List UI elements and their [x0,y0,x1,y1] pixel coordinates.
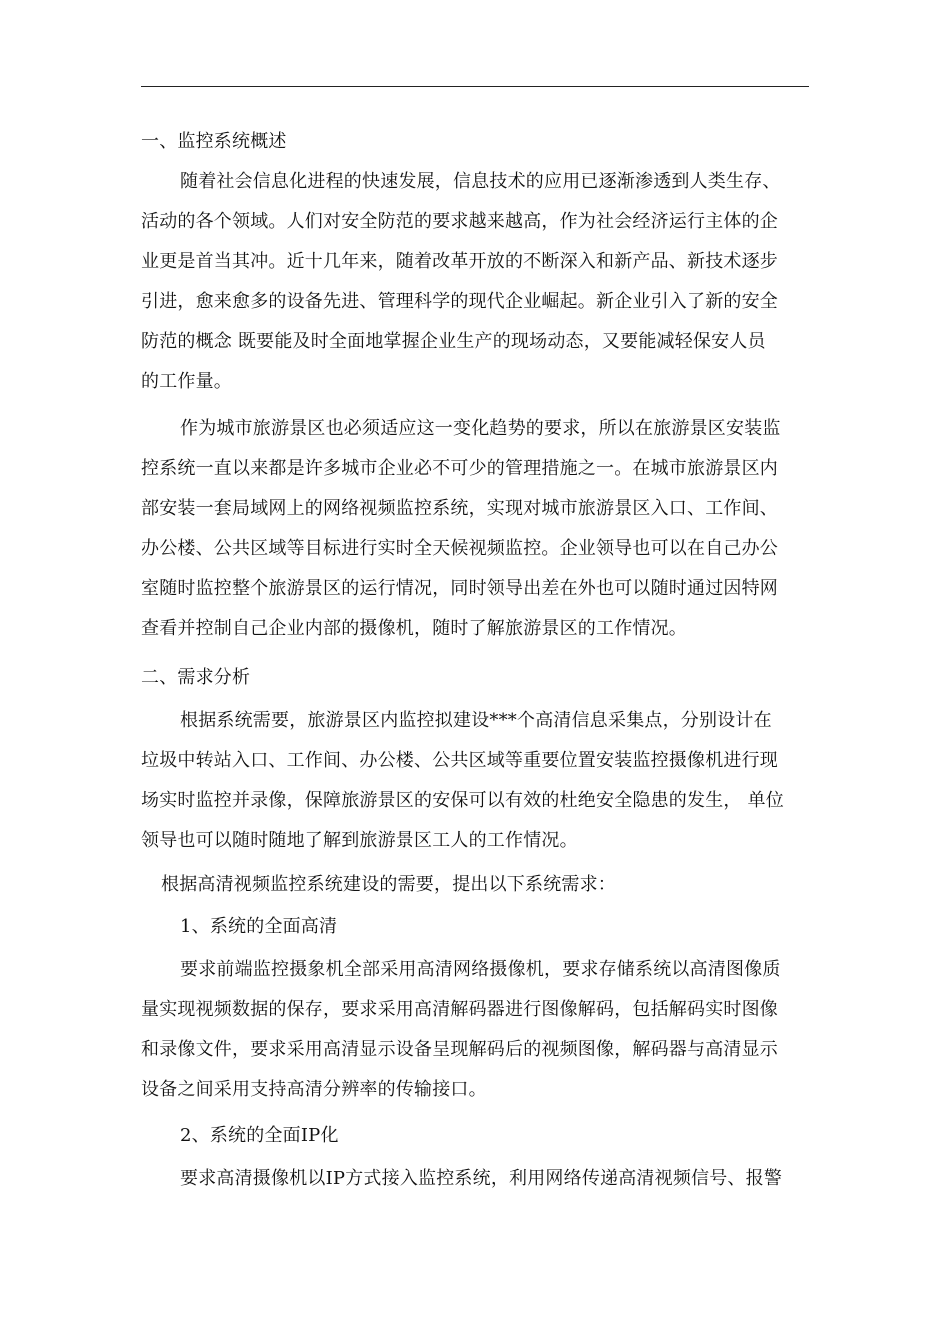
paragraph-line: 的工作量。 [141,371,232,392]
subsection-heading: 2、系统的全面IP化 [180,1125,339,1146]
paragraph-line: 控系统一直以来都是许多城市企业必不可少的管理措施之一。在城市旅游景区内 [141,458,778,479]
paragraph-line: 引进，愈来愈多的设备先进、管理科学的现代企业崛起。新企业引入了新的安全 [141,291,778,312]
paragraph-line: 量实现视频数据的保存，要求采用高清解码器进行图像解码，包括解码实时图像 [141,999,778,1020]
paragraph-line: 垃圾中转站入口、工作间、办公楼、公共区域等重要位置安装监控摄像机进行现 [141,750,778,771]
paragraph-line: 办公楼、公共区域等目标进行实时全天候视频监控。企业领导也可以在自己办公 [141,538,778,559]
section-heading: 二、需求分析 [141,667,251,688]
paragraph-line: 场实时监控并录像，保障旅游景区的安保可以有效的杜绝安全隐患的发生， 单位 [141,790,784,811]
paragraph-line: 领导也可以随时随地了解到旅游景区工人的工作情况。 [141,830,578,851]
paragraph-line: 业更是首当其冲。近十几年来，随着改革开放的不断深入和新产品、新技术逐步 [141,251,778,272]
paragraph-line: 活动的各个领域。人们对安全防范的要求越来越高，作为社会经济运行主体的企 [141,211,778,232]
paragraph-line: 要求高清摄像机以IP方式接入监控系统，利用网络传递高清视频信号、报警 [180,1168,783,1189]
paragraph-line: 查看并控制自己企业内部的摄像机，随时了解旅游景区的工作情况。 [141,618,687,639]
paragraph-line: 防范的概念 既要能及时全面地掌握企业生产的现场动态，又要能减轻保安人员 [141,331,766,352]
header-rule [141,86,809,87]
paragraph-line: 部安装一套局域网上的网络视频监控系统，实现对城市旅游景区入口、工作间、 [141,498,778,519]
paragraph-line: 根据系统需要，旅游景区内监控拟建设***个高清信息采集点，分别设计在 [180,710,772,731]
paragraph-line: 设备之间采用支持高清分辨率的传输接口。 [141,1079,487,1100]
paragraph-line: 室随时监控整个旅游景区的运行情况，同时领导出差在外也可以随时通过因特网 [141,578,778,599]
paragraph-line: 作为城市旅游景区也必须适应这一变化趋势的要求，所以在旅游景区安装监 [180,418,781,439]
subsection-heading: 1、系统的全面高清 [180,916,338,937]
paragraph-line: 和录像文件，要求采用高清显示设备呈现解码后的视频图像，解码器与高清显示 [141,1039,778,1060]
paragraph-line: 根据高清视频监控系统建设的需要，提出以下系统需求： [161,874,616,895]
section-heading: 一、监控系统概述 [141,131,287,152]
paragraph-line: 随着社会信息化进程的快速发展，信息技术的应用已逐渐渗透到人类生存、 [180,171,781,192]
paragraph-line: 要求前端监控摄象机全部采用高清网络摄像机，要求存储系统以高清图像质 [180,959,781,980]
